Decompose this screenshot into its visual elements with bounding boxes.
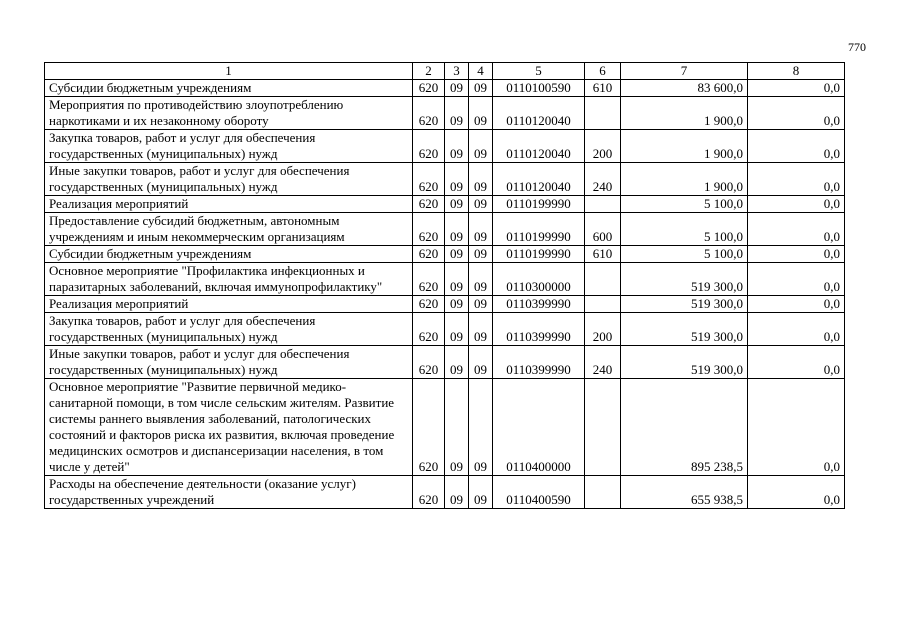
section-cell: 09 xyxy=(445,313,469,346)
row-name-cell: Закупка товаров, работ и услуг для обеспечения государственных (муниципальных) нужд xyxy=(45,130,413,163)
subsection-cell: 09 xyxy=(469,313,493,346)
ministry-code-cell: 620 xyxy=(413,97,445,130)
expense-type-cell xyxy=(585,97,621,130)
amount-cell: 5 100,0 xyxy=(621,213,748,246)
column-header: 4 xyxy=(469,63,493,80)
column-header: 8 xyxy=(748,63,845,80)
ministry-code-cell: 620 xyxy=(413,213,445,246)
target-article-cell: 0110399990 xyxy=(493,313,585,346)
section-cell: 09 xyxy=(445,163,469,196)
expense-type-cell: 200 xyxy=(585,313,621,346)
subsection-cell: 09 xyxy=(469,196,493,213)
row-name-cell: Предоставление субсидий бюджетным, автономным учреждениям и иным некоммерческим организациям xyxy=(45,213,413,246)
section-cell: 09 xyxy=(445,80,469,97)
amount-cell: 83 600,0 xyxy=(621,80,748,97)
ministry-code-cell: 620 xyxy=(413,263,445,296)
subsection-cell: 09 xyxy=(469,97,493,130)
table-row xyxy=(45,196,845,213)
section-cell: 09 xyxy=(445,263,469,296)
target-article-cell: 0110120040 xyxy=(493,163,585,196)
expense-type-cell xyxy=(585,296,621,313)
column-header: 6 xyxy=(585,63,621,80)
row-name-cell: Субсидии бюджетным учреждениям xyxy=(45,246,413,263)
header-row xyxy=(45,63,845,80)
subsection-cell: 09 xyxy=(469,263,493,296)
expense-type-cell xyxy=(585,476,621,509)
section-cell: 09 xyxy=(445,346,469,379)
ministry-code-cell: 620 xyxy=(413,346,445,379)
target-article-cell: 0110399990 xyxy=(493,296,585,313)
amount-cell: 519 300,0 xyxy=(621,263,748,296)
row-name-cell: Иные закупки товаров, работ и услуг для обеспечения государственных (муниципальных) нужд xyxy=(45,163,413,196)
table-row xyxy=(45,213,845,246)
amount-cell: 895 238,5 xyxy=(621,379,748,476)
table-row xyxy=(45,163,845,196)
ministry-code-cell: 620 xyxy=(413,130,445,163)
subsection-cell: 09 xyxy=(469,379,493,476)
subsection-cell: 09 xyxy=(469,80,493,97)
amount-2-cell: 0,0 xyxy=(748,296,845,313)
section-cell: 09 xyxy=(445,196,469,213)
amount-cell: 5 100,0 xyxy=(621,246,748,263)
table-row xyxy=(45,296,845,313)
target-article-cell: 0110199990 xyxy=(493,196,585,213)
ministry-code-cell: 620 xyxy=(413,313,445,346)
target-article-cell: 0110120040 xyxy=(493,97,585,130)
row-name-cell: Иные закупки товаров, работ и услуг для обеспечения государственных (муниципальных) нужд xyxy=(45,346,413,379)
target-article-cell: 0110400000 xyxy=(493,379,585,476)
table-row xyxy=(45,263,845,296)
expense-type-cell: 610 xyxy=(585,246,621,263)
amount-2-cell: 0,0 xyxy=(748,196,845,213)
page-number: 770 xyxy=(848,40,866,54)
amount-2-cell: 0,0 xyxy=(748,97,845,130)
ministry-code-cell: 620 xyxy=(413,163,445,196)
amount-cell: 1 900,0 xyxy=(621,97,748,130)
ministry-code-cell: 620 xyxy=(413,379,445,476)
ministry-code-cell: 620 xyxy=(413,296,445,313)
row-name-cell: Реализация мероприятий xyxy=(45,196,413,213)
row-name-cell: Мероприятия по противодействию злоупотреблению наркотиками и их незаконному обороту xyxy=(45,97,413,130)
amount-cell: 5 100,0 xyxy=(621,196,748,213)
expense-type-cell: 610 xyxy=(585,80,621,97)
table-row xyxy=(45,313,845,346)
section-cell: 09 xyxy=(445,246,469,263)
amount-2-cell: 0,0 xyxy=(748,313,845,346)
table-row xyxy=(45,130,845,163)
subsection-cell: 09 xyxy=(469,163,493,196)
row-name-cell: Закупка товаров, работ и услуг для обеспечения государственных (муниципальных) нужд xyxy=(45,313,413,346)
expense-type-cell: 600 xyxy=(585,213,621,246)
subsection-cell: 09 xyxy=(469,346,493,379)
target-article-cell: 0110400590 xyxy=(493,476,585,509)
row-name-cell: Субсидии бюджетным учреждениям xyxy=(45,80,413,97)
subsection-cell: 09 xyxy=(469,213,493,246)
table-row xyxy=(45,246,845,263)
amount-2-cell: 0,0 xyxy=(748,213,845,246)
column-header: 2 xyxy=(413,63,445,80)
ministry-code-cell: 620 xyxy=(413,196,445,213)
table-row xyxy=(45,97,845,130)
row-name-cell: Основное мероприятие "Развитие первичной медико-санитарной помощи, в том числе сельским жителям. Развитие системы раннего выявления заболеваний, патологических состояний и факторов риска их развития, включая проведение медицинских осмотров и диспансеризации населения, в том числе у детей" xyxy=(45,379,413,476)
section-cell: 09 xyxy=(445,97,469,130)
table-body xyxy=(45,63,845,509)
amount-cell: 519 300,0 xyxy=(621,313,748,346)
section-cell: 09 xyxy=(445,130,469,163)
ministry-code-cell: 620 xyxy=(413,80,445,97)
target-article-cell: 0110199990 xyxy=(493,213,585,246)
row-name-cell: Расходы на обеспечение деятельности (оказание услуг) государственных учреждений xyxy=(45,476,413,509)
amount-2-cell: 0,0 xyxy=(748,163,845,196)
amount-2-cell: 0,0 xyxy=(748,379,845,476)
amount-cell: 1 900,0 xyxy=(621,163,748,196)
amount-2-cell: 0,0 xyxy=(748,263,845,296)
amount-2-cell: 0,0 xyxy=(748,246,845,263)
amount-2-cell: 0,0 xyxy=(748,130,845,163)
amount-cell: 655 938,5 xyxy=(621,476,748,509)
subsection-cell: 09 xyxy=(469,130,493,163)
expense-type-cell: 200 xyxy=(585,130,621,163)
target-article-cell: 0110120040 xyxy=(493,130,585,163)
amount-2-cell: 0,0 xyxy=(748,346,845,379)
expense-type-cell xyxy=(585,263,621,296)
amount-cell: 519 300,0 xyxy=(621,346,748,379)
target-article-cell: 0110399990 xyxy=(493,346,585,379)
subsection-cell: 09 xyxy=(469,476,493,509)
expense-type-cell: 240 xyxy=(585,163,621,196)
column-header: 5 xyxy=(493,63,585,80)
section-cell: 09 xyxy=(445,213,469,246)
ministry-code-cell: 620 xyxy=(413,246,445,263)
expense-type-cell: 240 xyxy=(585,346,621,379)
column-header: 1 xyxy=(45,63,413,80)
column-header: 3 xyxy=(445,63,469,80)
section-cell: 09 xyxy=(445,296,469,313)
amount-2-cell: 0,0 xyxy=(748,80,845,97)
budget-table xyxy=(44,62,845,509)
row-name-cell: Основное мероприятие "Профилактика инфекционных и паразитарных заболеваний, включая иммунопрофилактику" xyxy=(45,263,413,296)
table-row xyxy=(45,476,845,509)
ministry-code-cell: 620 xyxy=(413,476,445,509)
expense-type-cell xyxy=(585,196,621,213)
row-name-cell: Реализация мероприятий xyxy=(45,296,413,313)
table-row xyxy=(45,346,845,379)
expense-type-cell xyxy=(585,379,621,476)
amount-cell: 519 300,0 xyxy=(621,296,748,313)
amount-2-cell: 0,0 xyxy=(748,476,845,509)
section-cell: 09 xyxy=(445,379,469,476)
target-article-cell: 0110199990 xyxy=(493,246,585,263)
table-row xyxy=(45,80,845,97)
subsection-cell: 09 xyxy=(469,246,493,263)
section-cell: 09 xyxy=(445,476,469,509)
subsection-cell: 09 xyxy=(469,296,493,313)
amount-cell: 1 900,0 xyxy=(621,130,748,163)
column-header: 7 xyxy=(621,63,748,80)
target-article-cell: 0110300000 xyxy=(493,263,585,296)
target-article-cell: 0110100590 xyxy=(493,80,585,97)
table-row xyxy=(45,379,845,476)
